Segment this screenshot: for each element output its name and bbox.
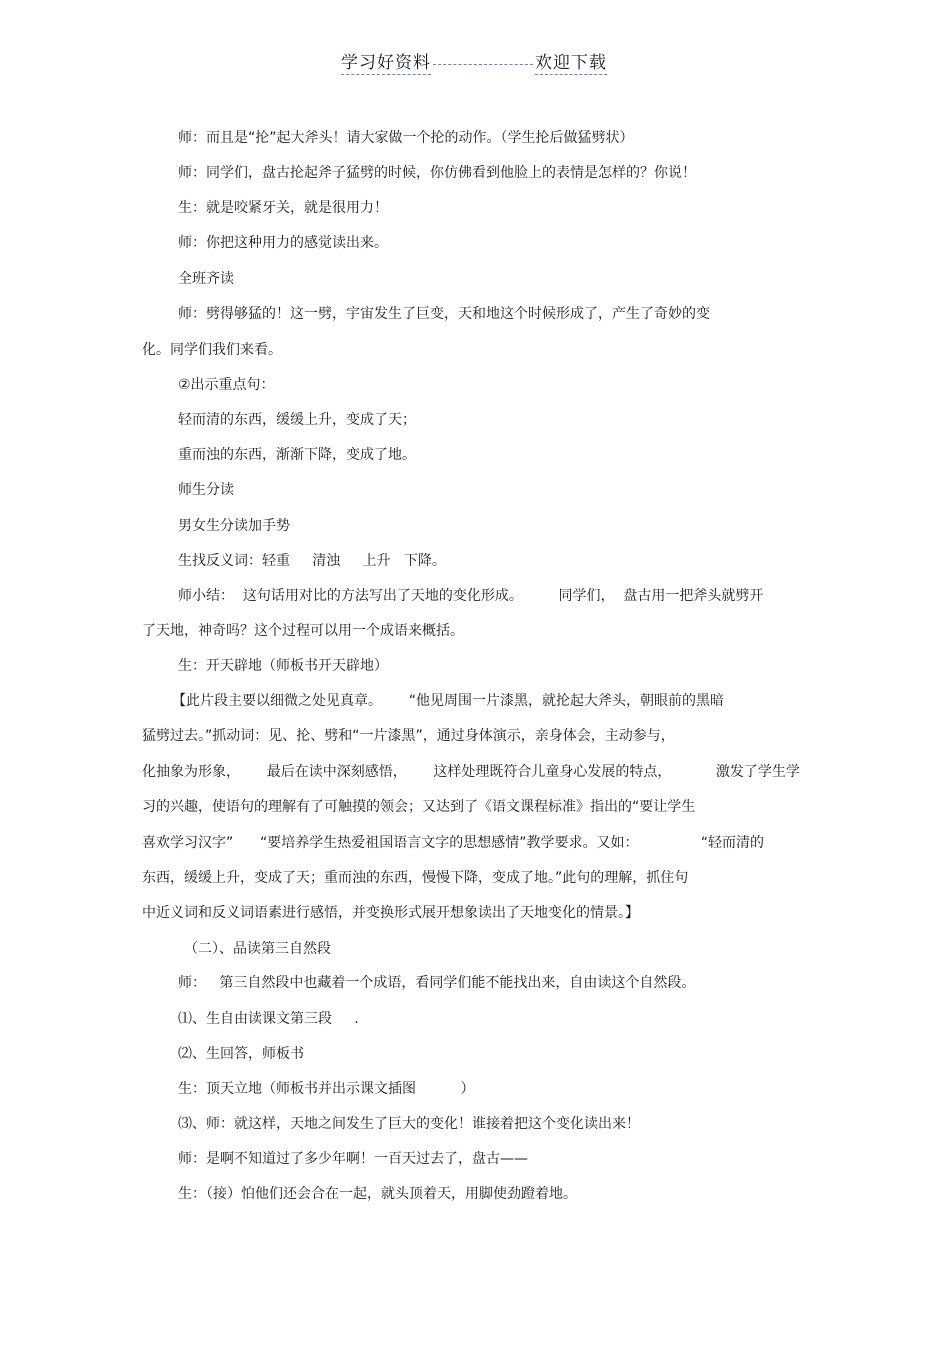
page-header [341, 48, 607, 75]
text-line: 师：劈得够猛的！这一劈，宇宙发生了巨变，天和地这个时候形成了，产生了奇妙的变 [178, 306, 710, 322]
text-line: 生：顶天立地（师板书并出示课文插图 ） [178, 1081, 475, 1097]
text-line: 化抽象为形象， 最后在读中深刻感悟， 这样处理既符合儿童身心发展的特点， 激发了学生学 [142, 764, 800, 780]
text-line: 男女生分读加手势 [178, 518, 290, 534]
text-line: 师生分读 [178, 482, 234, 498]
text-line: 师小结： 这句话用对比的方法写出了天地的变化形成。 同学们， 盘古用一把斧头就劈开 [178, 588, 764, 604]
text-line: ⑴、生自由读课文第三段 . [178, 1011, 359, 1027]
text-line: 师：是啊不知道过了多少年啊！一百天过去了，盘古—— [178, 1151, 528, 1167]
text-line: ②出示重点句： [178, 377, 275, 393]
text-line: 中近义词和反义词语素进行感悟，并变换形式展开想象读出了天地变化的情景。】 [142, 905, 639, 921]
text-line: 师： 第三自然段中也藏着一个成语，看同学们能不能找出来，自由读这个自然段。 [178, 975, 696, 991]
text-line: 【此片段主要以细微之处见真章。 “他见周围一片漆黑，就抡起大斧头，朝眼前的黑暗 [172, 693, 724, 709]
text-line: 生：开天辟地（师板书开天辟地） [178, 658, 388, 674]
header-right-text: 欢迎下载 [535, 48, 607, 75]
text-line: 了天地，神奇吗？这个过程可以用一个成语来概括。 [142, 623, 464, 639]
text-line: ⑵、生回答，师板书 [178, 1046, 304, 1062]
header-dashed-separator [433, 63, 533, 65]
text-line: 习的兴趣，使语句的理解有了可触摸的领会；又达到了《语文课程标准》指出的“要让学生 [142, 799, 696, 815]
text-line: 全班齐读 [178, 271, 234, 287]
text-line: ⑶、师：就这样，天地之间发生了巨大的变化！谁接着把这个变化读出来！ [178, 1116, 640, 1132]
text-line: 东西，缓缓上升，变成了天；重而浊的东西，慢慢下降，变成了地。”此句的理解，抓住句 [142, 870, 689, 886]
text-line: 师：你把这种用力的感觉读出来。 [178, 235, 388, 251]
text-line: 喜欢学习汉字” “要培养学生热爱祖国语言文字的思想感情”教学要求。又如： “轻而清的 [142, 835, 765, 851]
text-line: 轻而清的东西，缓缓上升，变成了天； [178, 412, 416, 428]
section-heading: （二）、品读第三自然段 [184, 941, 331, 957]
text-line: 师：同学们，盘古抡起斧子猛劈的时候，你仿佛看到他脸上的表情是怎样的？你说！ [178, 165, 696, 181]
text-line: 化。同学们我们来看。 [142, 342, 282, 358]
header-left-text: 学习好资料 [341, 48, 431, 75]
text-line: 猛劈过去。”抓动词：见、抡、劈和“一片漆黑”，通过身体演示，亲身体会，主动参与， [142, 728, 675, 744]
text-line: 重而浊的东西，渐渐下降，变成了地。 [178, 447, 416, 463]
text-line: 生找反义词：轻重 清浊 上升 下降。 [178, 553, 446, 569]
text-line: 师：而且是“抡”起大斧头！请大家做一个抡的动作。（学生抡后做猛劈状） [178, 130, 634, 146]
text-line: 生：（接）怕他们还会合在一起，就头顶着天，用脚使劲蹬着地。 [178, 1186, 577, 1202]
text-line: 生：就是咬紧牙关，就是很用力！ [178, 200, 388, 216]
